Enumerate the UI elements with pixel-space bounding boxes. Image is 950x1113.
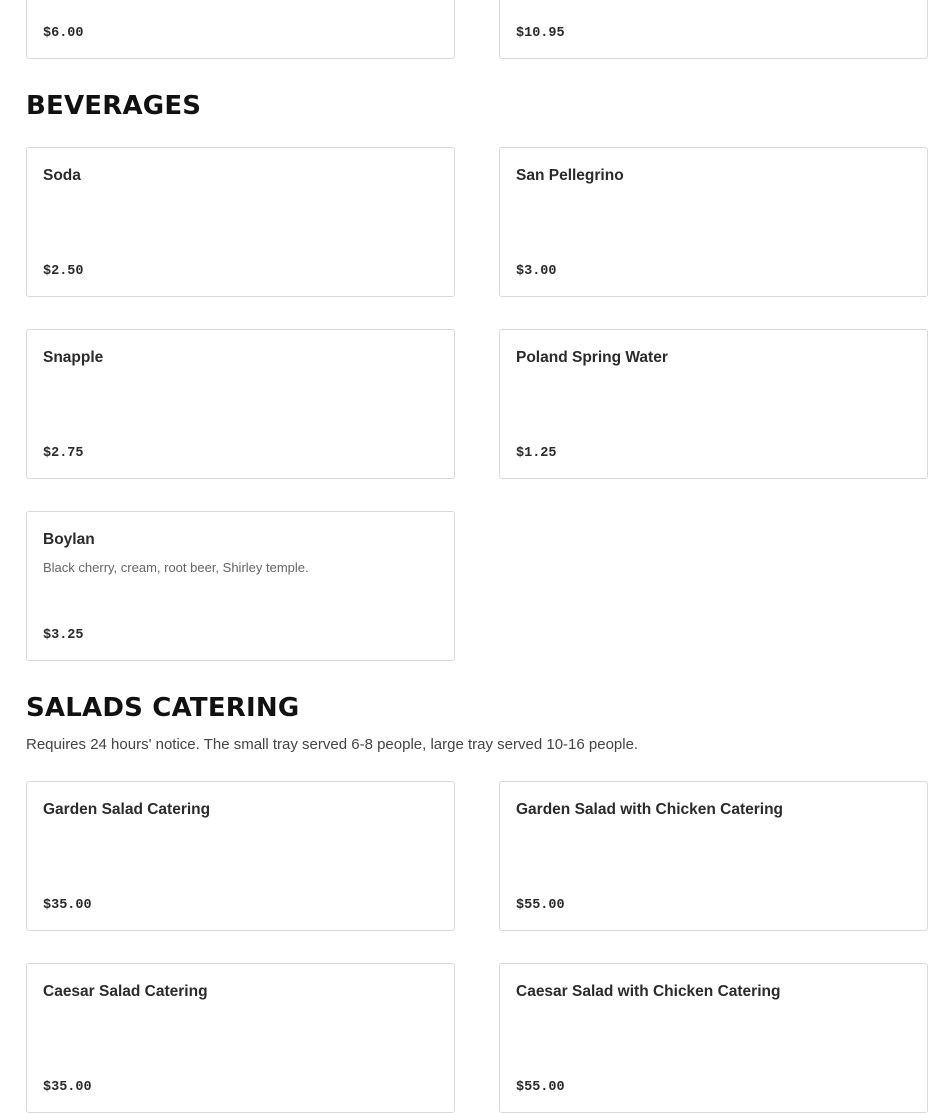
item-name: Soda (43, 167, 81, 184)
item-price: $55.00 (516, 898, 565, 913)
item-price: $3.25 (43, 628, 84, 643)
menu-item-caesar-salad-chicken-catering[interactable] (499, 963, 928, 1113)
menu-item-poland-spring-water[interactable] (499, 329, 928, 479)
menu-item-snapple[interactable] (26, 329, 455, 479)
item-price: $2.50 (43, 264, 84, 279)
item-price: $55.00 (516, 1080, 565, 1095)
item-price: $1.25 (516, 446, 557, 461)
item-price: $35.00 (43, 1080, 92, 1095)
menu-item-boylan[interactable] (26, 511, 455, 661)
item-price: $2.75 (43, 446, 84, 461)
menu-item-garden-salad-catering[interactable] (26, 781, 455, 931)
item-name: Caesar Salad with Chicken Catering (516, 983, 781, 1000)
menu-item-card[interactable] (499, 0, 928, 59)
menu-item-card[interactable] (26, 0, 455, 59)
item-price: $6.00 (43, 26, 84, 41)
item-price: $35.00 (43, 898, 92, 913)
menu-item-soda[interactable] (26, 147, 455, 297)
item-name: Snapple (43, 349, 104, 366)
item-name: Garden Salad Catering (43, 801, 211, 818)
section-title-beverages: BEVERAGES (26, 91, 202, 121)
menu-item-caesar-salad-catering[interactable] (26, 963, 455, 1113)
section-title-salads-catering: SALADS CATERING (26, 693, 300, 723)
menu-item-garden-salad-chicken-catering[interactable] (499, 781, 928, 931)
section-note: Requires 24 hours' notice. The small tray served 6-8 people, large tray served 10-16 people. (26, 736, 639, 753)
item-price: $10.95 (516, 26, 565, 41)
item-name: Boylan (43, 531, 95, 548)
item-description: Black cherry, cream, root beer, Shirley temple. (43, 560, 309, 575)
item-name: San Pellegrino (516, 167, 624, 184)
item-name: Poland Spring Water (516, 349, 668, 366)
item-name: Garden Salad with Chicken Catering (516, 801, 784, 818)
menu-item-san-pellegrino[interactable] (499, 147, 928, 297)
item-price: $3.00 (516, 264, 557, 279)
item-name: Caesar Salad Catering (43, 983, 208, 1000)
